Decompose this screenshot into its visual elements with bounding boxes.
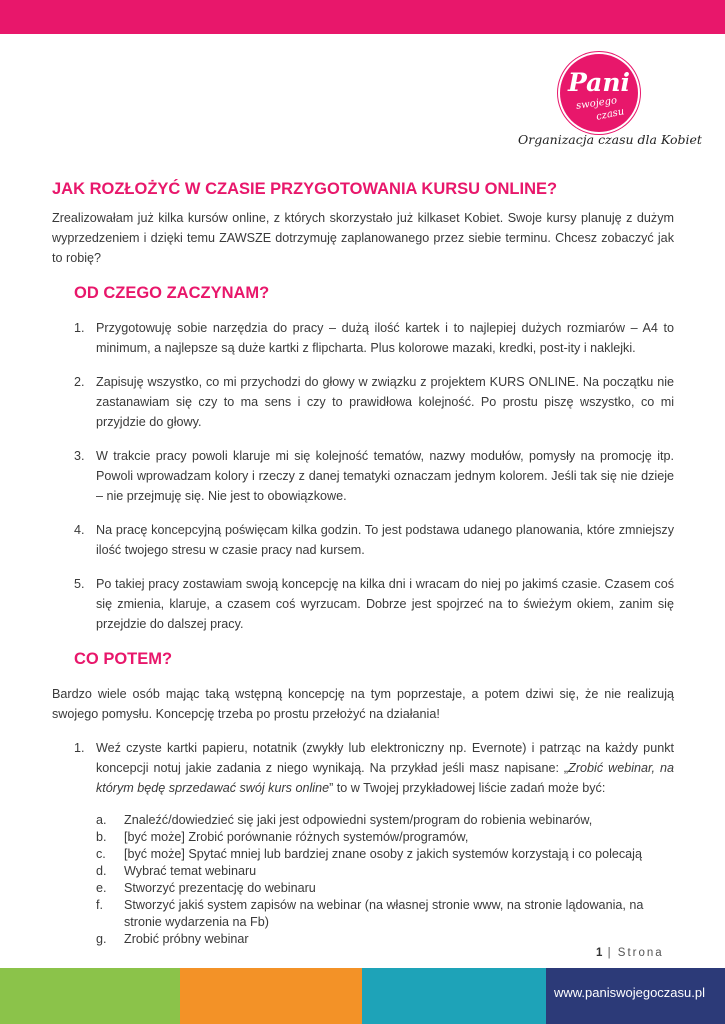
list-item: 3. W trakcie pracy powoli klaruje mi się kolejność tematów, nazwy modułów, pomysły na promocję itp. Powoli wprowadzam kolory i rzeczy z danej tematyki oznaczam jednym kolorem. Jeśli tak się nie dzieje – nie przejmuję się. Nie jest to obowiązkowe. [74, 449, 674, 503]
brand-logo [510, 48, 710, 158]
footer-band-green [0, 968, 180, 1024]
sublist-item: d. Wybrać temat webinaru [96, 864, 257, 878]
logo-circle [560, 54, 638, 132]
logo-line1: swojego [575, 95, 618, 112]
page-number: 1 | Strona [596, 947, 664, 959]
sublist-item: g. Zrobić próbny webinar [96, 932, 249, 946]
list-item: 1. Weź czyste kartki papieru, notatnik (zwykły lub elektroniczny np. Evernote) i patrząc na każdy punkt koncepcji notuj jakie zadania z niego wynikają. Na przykład jeśli masz napisane: „Zrobić webinar, na którym będę sprzedawać swój kurs online” to w Twojej przykładowej liście zadań może być: [74, 741, 674, 795]
logo-line2: czasu [595, 106, 626, 123]
sublist-item: a. Znaleźć/dowiedzieć się jaki jest odpowiedni system/program do robienia webinarów, [96, 813, 593, 827]
logo-tagline: Organizacja czasu dla Kobiet [518, 132, 702, 147]
section-heading-start: OD CZEGO ZACZYNAM? [74, 284, 270, 302]
start-steps-list [52, 318, 674, 634]
list-item: 4. Na pracę koncepcyjną poświęcam kilka godzin. To jest podstawa udanego planowania, które zmniejszy ilość twojego stresu w czasie pracy nad kursem. [74, 523, 674, 557]
logo-name: Pani [568, 68, 630, 97]
section2-intro: Bardzo wiele osób mając taką wstępną koncepcję na tym poprzestaje, a potem dziwi się, że nie realizują swojego pomysłu. Koncepcję trzeba po prostu przełożyć na działania! [52, 687, 674, 721]
list-item: 1. Przygotowuję sobie narzędzia do pracy – dużą ilość kartek i to najlepiej dużych rozmiarów – A4 to minimum, a najlepsze są duże kartki z flipcharta. Plus kolorowe mazaki, kredki, post-ity i naklejki. [74, 321, 674, 355]
sublist-item: f. Stworzyć jakiś system zapisów na webinar (na własnej stronie www, na stronie lądowania, na stronie wydarzenia na Fb) [96, 898, 644, 929]
footer-band-orange [180, 968, 362, 1024]
next-steps-list [52, 738, 674, 798]
example-quote: Zrobić webinar, na którym będę sprzedawać swój kurs online [96, 761, 674, 795]
footer-color-band [0, 968, 725, 1024]
list-item: 5. Po takiej pracy zostawiam swoją koncepcję na kilka dni i wracam do niej po jakimś czasie. Czasem coś się zmienia, klaruje, a czasem coś wyrzucam. Dobrze jest spojrzeć na to świeżym okiem, zanim się przejdzie do dalszej pracy. [74, 577, 674, 631]
sublist-item: c. [być może] Spytać mniej lub bardziej znane osoby z jakich systemów korzystają i co polecają [96, 847, 642, 861]
website-link[interactable]: www.paniswojegoczasu.pl [553, 985, 705, 1000]
sublist-item: b. [być może] Zrobić porównanie różnych systemów/programów, [96, 830, 469, 844]
task-sublist [96, 812, 674, 948]
section-heading-next: CO POTEM? [74, 650, 173, 668]
top-color-band [0, 0, 725, 34]
document-body [52, 178, 674, 948]
sublist-item: e. Stworzyć prezentację do webinaru [96, 881, 316, 895]
intro-paragraph: Zrealizowałam już kilka kursów online, z których skorzystało już kilkaset Kobiet. Swoje kursy planuję z dużym wyprzedzeniem i dzięki temu ZAWSZE dotrzymuję zaplanowanego przez siebie terminu. Chcesz zobaczyć jak to robię? [52, 211, 674, 265]
footer-band-teal [362, 968, 546, 1024]
list-item: 2. Zapisuję wszystko, co mi przychodzi do głowy w związku z projektem KURS ONLINE. Na początku nie zastanawiam się czy to ma sens i czy to prawidłowa kolejność. Po prostu piszę wszystko, co mi przyjdzie do głowy. [74, 375, 674, 429]
document-title: JAK ROZŁOŻYĆ W CZASIE PRZYGOTOWANIA KURSU ONLINE? [52, 180, 558, 198]
